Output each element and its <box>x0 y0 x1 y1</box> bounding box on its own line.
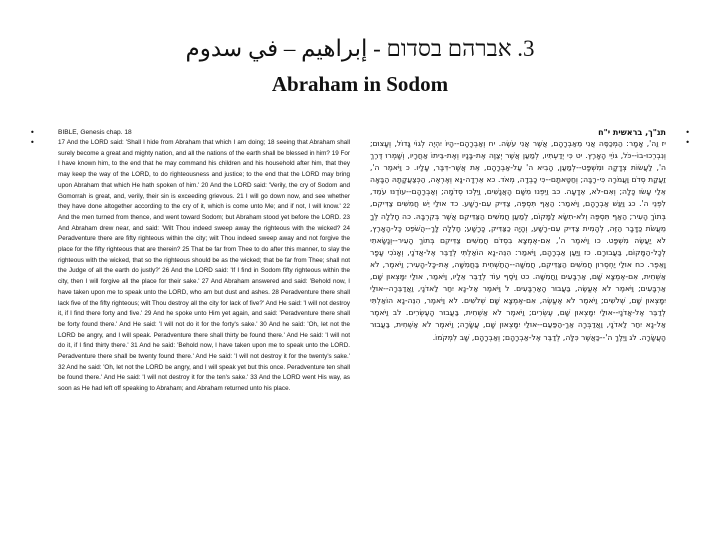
bullet-2: • <box>30 138 35 147</box>
page-subtitle: Abraham in Sodom <box>271 72 449 96</box>
hebrew-heading: תנ"ך, בראשית י"ח <box>598 128 666 137</box>
bullet-1: • <box>30 128 35 137</box>
page-title: 3. אברהם בסדום - إبراهيم – في سدوم <box>185 36 535 61</box>
english-passage: 17 And the LORD said: 'Shall I hide from Abraham that which I am doing; 18 seeing that Abraham shall surely become a great and mighty nation, and all the nations of the earth shall be blessed in him? 19 For I have known him, to the end that he may command his children and his household after him, that they may keep the way of the LORD, to do righteousness and justice; to the end that the LORD may bring upon Abraham that which He hath spoken of him.' 20 And the LORD said: 'Verily, the cry of Sodom and Gomorrah is great, and, verily, their sin is exceeding grievous. 21 I will go down now, and see whether they have done altogether according to the cry of it, which is come unto Me; and if not, I will know.' 22 And the men turned from thence, and went toward Sodom; but Abraham stood yet before the LORD. 23 And Abraham drew near, and said: 'Wilt Thou indeed sweep away the righteous with the wicked? 24 Peradventure there are fifty righteous within the city; wilt Thou indeed sweep away and not forgive the place for the fifty righteous that are therein? 25 That be far from Thee to do after this manner, to slay the righteous with the wicked, that so the righteous should be as the wicked; that be far from Thee; shall not the Judge of all the earth do justly?' 26 And the LORD said: 'If I find in Sodom fifty righteous within the city, then I will forgive all the place for their sake.' 27 And Abraham answered and said: 'Behold now, I have taken upon me to speak unto the LORD, who am but dust and ashes. 28 Peradventure there shall lack five of the fifty righteous; wilt Thou destroy all the city for lack of five?' And He said: 'I will not destroy it, if I find there forty and five.' 29 And he spoke unto Him yet again, and said: 'Peradventure there shall be forty found there.' And He said: 'I will not do it for the forty's sake.' 30 And he said: 'Oh, let not the LORD be angry, and I will speak. Peradventure there shall thirty be found there.' And He said: 'I will not do it, if I find thirty there.' 31 And he said: 'Behold now, I have taken upon me to speak unto the LORD. Peradventure there shall be twenty found there.' And He said: 'I will not destroy it for the twenty's sake.' 32 And he said: 'Oh, let not the LORD be angry, and I will speak yet but this once. Peradventure ten shall be found there.' And He said: 'I will not destroy it for the ten's sake.' 33 And the LORD went His way, as soon as He had left off speaking to Abraham; and Abraham returned unto his place. <box>58 139 350 393</box>
english-heading: BIBLE, Genesis chap. 18 <box>58 129 132 136</box>
bullet-4: • <box>685 138 690 147</box>
bullet-3: • <box>685 128 690 137</box>
hebrew-passage: יז וַה', אָמָר: הַמְכַסֶּה אֲנִי מֵאַבְרָהָם, אֲשֶׁר אֲנִי עֹשֶׂה. יח וְאַבְרָהָם--הָיוֹ יִהְיֶה לְגוֹי גָּדוֹל, וְעָצוּם; וְנִבְרְכוּ-בוֹ--כֹּל, גּוֹיֵי הָאָרֶץ. יט כִּי יְדַעְתִּיו, לְמַעַן אֲשֶׁר יְצַוֶּה אֶת-בָּנָיו וְאֶת-בֵּיתוֹ אַחֲרָיו, וְשָׁמְרוּ דֶּרֶךְ ה', לַעֲשׂוֹת צְדָקָה וּמִשְׁפָּט--לְמַעַן, הָבִיא ה' עַל-אַבְרָהָם, אֵת אֲשֶׁר-דִּבֶּר, עָלָיו. כ וַיֹּאמֶר ה', זַעֲקַת סְדֹם וַעֲמֹרָה כִּי-רָבָּה; וְחַטָּאתָם--כִּי כָבְדָה, מְאֹד. כא אֵרְדָה-נָּא וְאֶרְאֶה, הַכְּצַעֲקָתָהּ הַבָּאָה אֵלַי עָשׂוּ כָּלָה; וְאִם-לֹא, אֵדָעָה. כב וַיִּפְנוּ מִשָּׁם הָאֲנָשִׁים, וַיֵּלְכוּ סְדֹמָה; וְאַבְרָהָם--עוֹדֶנּוּ עֹמֵד, לִפְנֵי ה'. כג וַיִּגַּשׁ אַבְרָהָם, וַיֹּאמַר: הַאַף תִּסְפֶּה, צַדִּיק עִם-רָשָׁע. כד אוּלַי יֵשׁ חֲמִשִּׁים צַדִּיקִם, בְּתוֹךְ הָעִיר; הַאַף תִּסְפֶּה וְלֹא-תִשָּׂא לַמָּקוֹם, לְמַעַן חֲמִשִּׁים הַצַּדִּיקִם אֲשֶׁר בְּקִרְבָּהּ. כה חָלִלָה לְּךָ מֵעֲשֹׂת כַּדָּבָר הַזֶּה, לְהָמִית צַדִּיק עִם-רָשָׁע, וְהָיָה כַצַּדִּיק, כָּרָשָׁע; חָלִלָה לָּךְ--הֲשֹׁפֵט כָּל-הָאָרֶץ, לֹא יַעֲשֶׂה מִשְׁפָּט. כו וַיֹּאמֶר ה', אִם-אֶמְצָא בִסְדֹם חֲמִשִּׁים צַדִּיקִם בְּתוֹךְ הָעִיר--וְנָשָׂאתִי לְכָל-הַמָּקוֹם, בַּעֲבוּרָם. כז וַיַּעַן אַבְרָהָם, וַיֹּאמַר: הִנֵּה-נָא הוֹאַלְתִּי לְדַבֵּר אֶל-אֲדֹנָי, וְאָנֹכִי עָפָר וָאֵפֶר. כח אוּלַי יַחְסְרוּן חֲמִשִּׁים הַצַּדִּיקִם, חֲמִשָּׁה--הֲתַשְׁחִית בַּחֲמִשָּׁה, אֶת-כָּל-הָעִיר; וַיֹּאמֶר, לֹא אַשְׁחִית, אִם-אֶמְצָא שָׁם, אַרְבָּעִים וַחֲמִשָּׁה. כט וַיֹּסֶף עוֹד לְדַבֵּר אֵלָיו, וַיֹּאמַר, אוּלַי יִמָּצְאוּן שָׁם, אַרְבָּעִים; וַיֹּאמֶר לֹא אֶעֱשֶׂה, בַּעֲבוּר הָאַרְבָּעִים. ל וַיֹּאמֶר אַל-נָא יִחַר לַאדֹנָי, וַאֲדַבֵּרָה--אוּלַי יִמָּצְאוּן שָׁם, שְׁלֹשִׁים; וַיֹּאמֶר לֹא אֶעֱשֶׂה, אִם-אֶמְצָא שָׁם שְׁלֹשִׁים. לא וַיֹּאמֶר, הִנֵּה-נָא הוֹאַלְתִּי לְדַבֵּר אֶל-אֲדֹנָי--אוּלַי יִמָּצְאוּן שָׁם, עֶשְׂרִים; וַיֹּאמֶר לֹא אַשְׁחִית, בַּעֲבוּר הָעֶשְׂרִים. לב וַיֹּאמֶר אַל-נָא יִחַר לַאדֹנָי, וַאֲדַבְּרָה אַךְ-הַפַּעַם--אוּלַי יִמָּצְאוּן שָׁם, עֲשָׂרָה; וַיֹּאמֶר לֹא אַשְׁחִית, בַּעֲבוּר הָעֲשָׂרָה. לג וַיֵּלֶךְ ה'--כַּאֲשֶׁר כִּלָּה, לְדַבֵּר אֶל-אַבְרָהָם; וְאַבְרָהָם, שָׁב לִמְקֹמוֹ. <box>370 139 666 342</box>
